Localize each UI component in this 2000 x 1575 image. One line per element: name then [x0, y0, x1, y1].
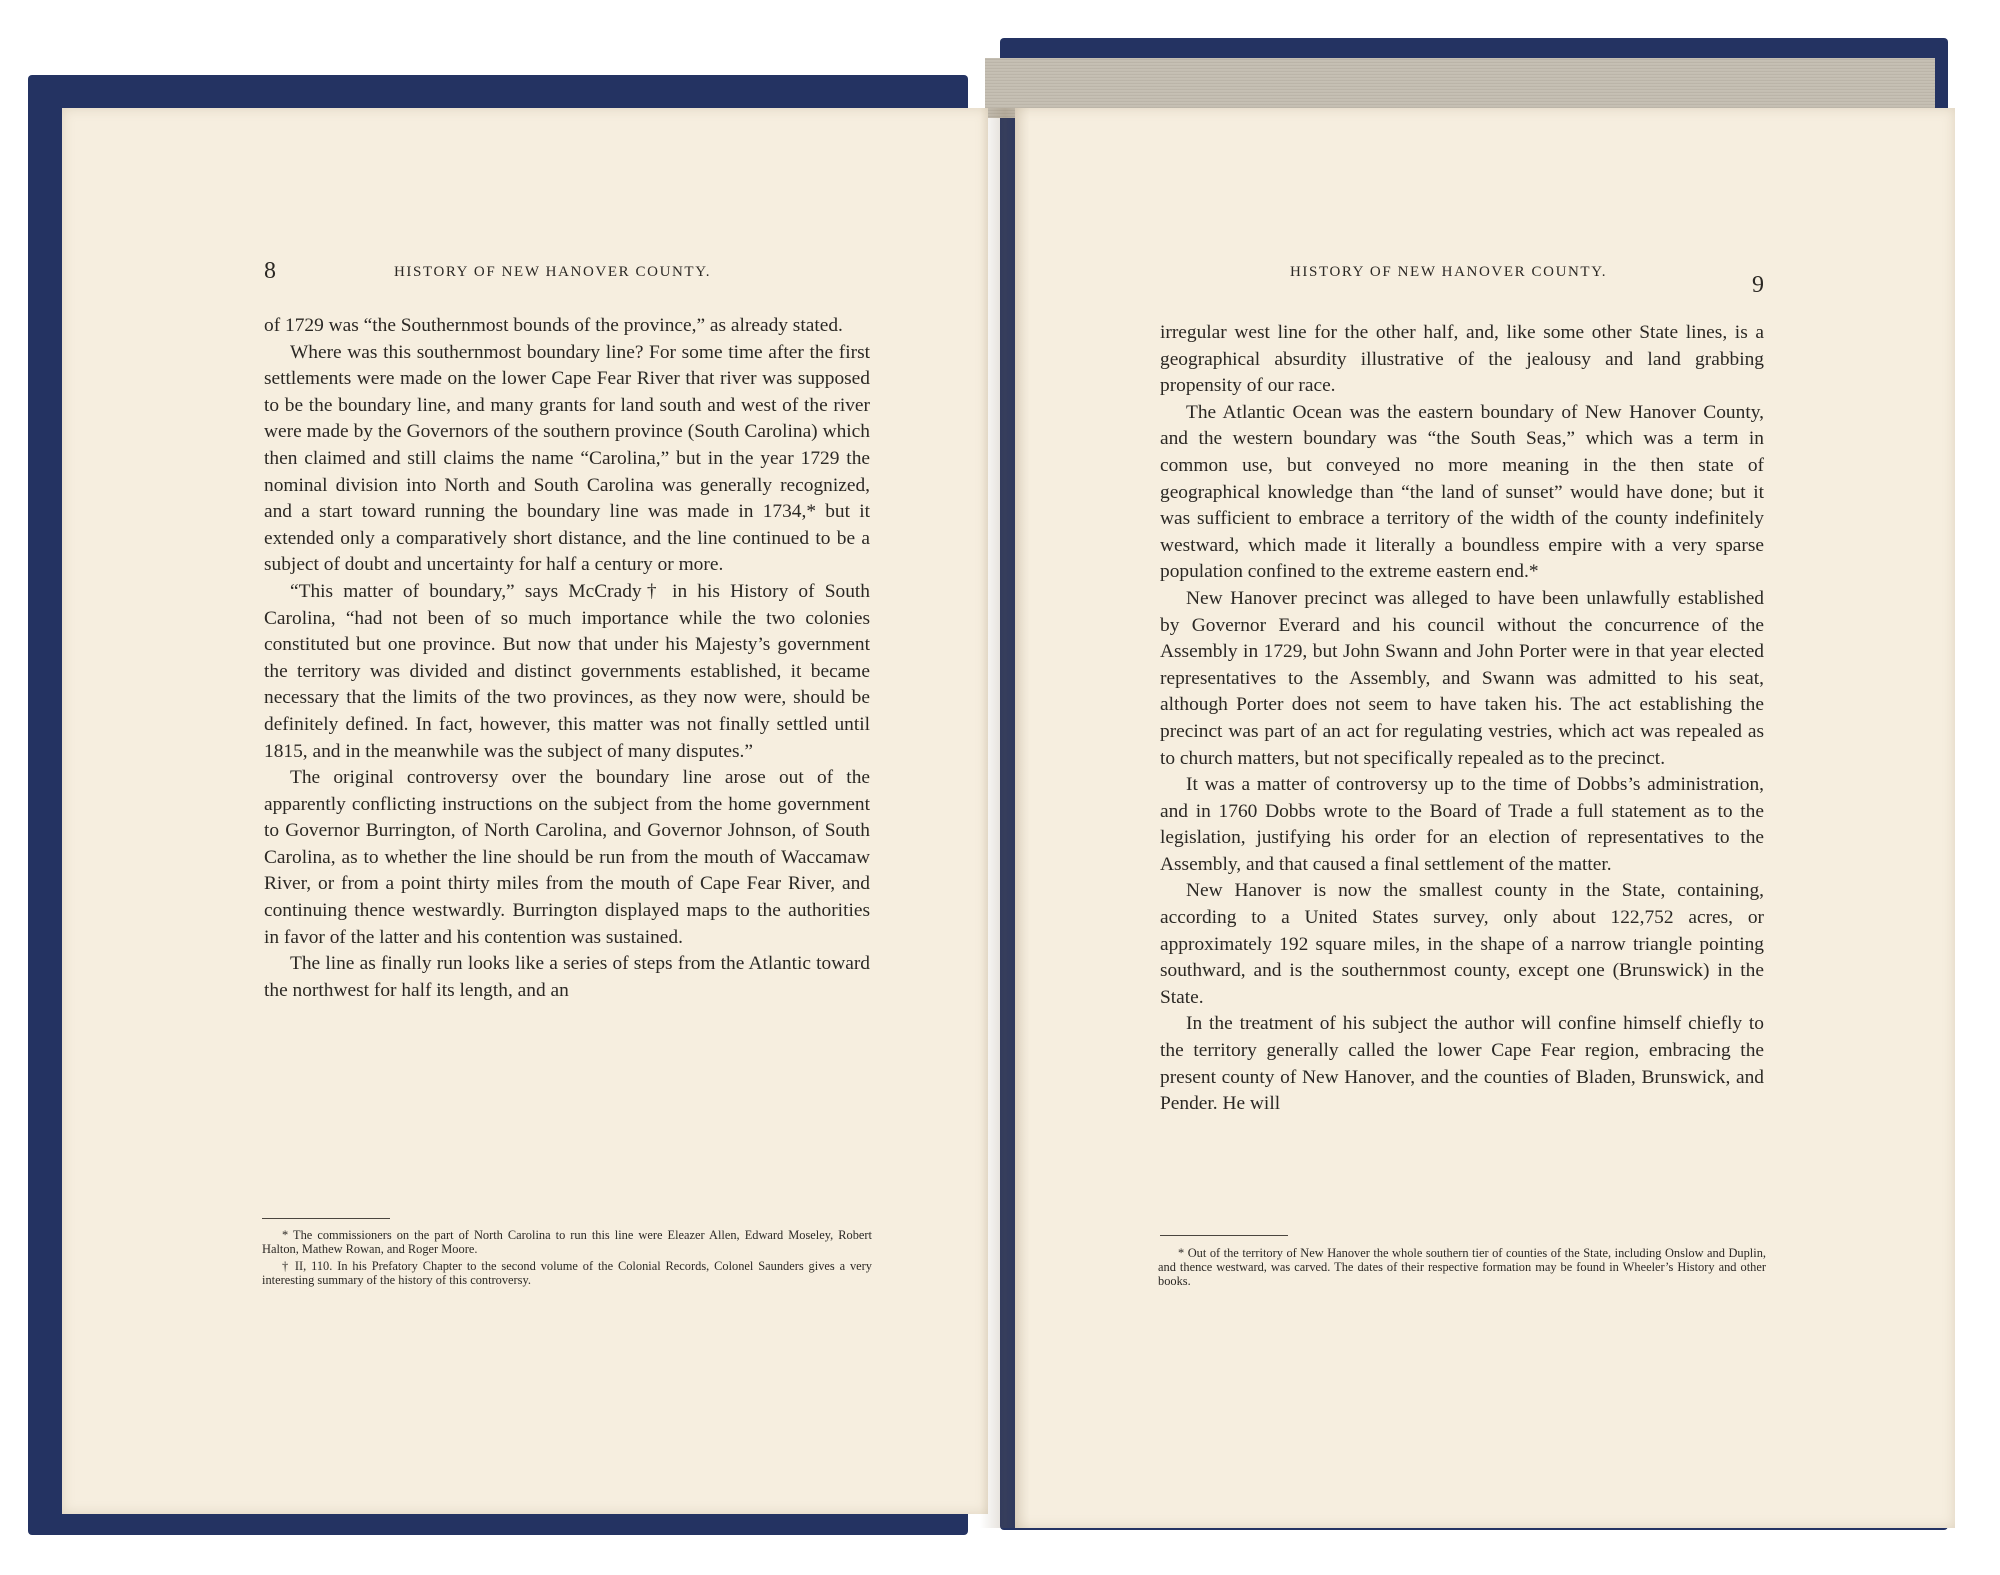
right-paragraph-1: irregular west line for the other half, and, like some other State lines, is a geographical absurdity illustrative of the jealousy and land grabbing propensity of our race.	[1160, 322, 1764, 397]
left-footnote-1: * The commissioners on the part of North Carolina to run this line were Eleazer Allen, Edward Moseley, Robert Halton, Mathew Rowan, and Roger Moore.	[262, 1228, 872, 1256]
right-footnotes	[1158, 1246, 1766, 1291]
right-body	[1160, 320, 1764, 1118]
left-paragraph-1: of 1729 was “the Southernmost bounds of the province,” as already stated.	[264, 315, 843, 336]
left-paragraph-4: The original controversy over the boundary line arose out of the apparently conflicting instructions on the subject from the home government to Governor Burrington, of North Carolina, and Governor Johnson, of South Carolina, as to whether the line should be run from the mouth of Waccamaw River, or from a point thirty miles from the mouth of Cape Fear River, and continuing thence westwardly. Burrington displayed maps to the authorities in favor of the latter and his contention was sustained.	[264, 767, 870, 948]
left-running-header: HISTORY OF NEW HANOVER COUNTY.	[394, 264, 712, 280]
left-footnotes	[262, 1228, 872, 1290]
right-paragraph-4: It was a matter of controversy up to the time of Dobbs’s administration, and in 1760 Dobbs wrote to the Board of Trade a full statement as to the legislation, justifying his order for an election of representatives to the Assembly, and that caused a final settlement of the matter.	[1160, 774, 1764, 875]
left-footnote-rule	[262, 1218, 390, 1219]
left-body	[264, 313, 870, 1004]
left-folio: 8	[264, 258, 276, 284]
left-paragraph-5: The line as finally run looks like a series of steps from the Atlantic toward the northwest for half its length, and an	[264, 953, 870, 1001]
right-paragraph-6: In the treatment of his subject the author will confine himself chiefly to the territory generally called the lower Cape Fear region, embracing the present county of New Hanover, and the counties of Bladen, Brunswick, and Pender. He will	[1160, 1013, 1764, 1115]
right-paragraph-3: New Hanover precinct was alleged to have been unlawfully established by Governor Everard and his council without the concurrence of the Assembly in 1729, but John Swann and John Porter were in that year elected representatives to the Assembly, and Swann was admitted to his seat, although Porter does not seem to have taken his. The act establishing the precinct was part of an act for regulating vestries, which act was repealed as to church matters, but not specifically repealed as to the precinct.	[1160, 587, 1764, 769]
book-gutter	[980, 108, 1030, 1528]
right-paragraph-2: The Atlantic Ocean was the eastern boundary of New Hanover County, and the western boundary was “the South Seas,” which was a term in common use, but conveyed no more meaning in the then state of geographical knowledge than “the land of sunset” would have done; but it was sufficient to embrace a territory of the width of the county indefinitely westward, which made it literally a boundless empire with a very sparse population confined to the extreme eastern end.*	[1160, 401, 1764, 583]
right-running-header: HISTORY OF NEW HANOVER COUNTY.	[1290, 264, 1608, 280]
right-footnote-1: * Out of the territory of New Hanover the whole southern tier of counties of the State, including Onslow and Duplin, and thence westward, was carved. The dates of their respective formation may be found in Wheeler’s History and other books.	[1158, 1246, 1766, 1288]
right-paragraph-5: New Hanover is now the smallest county in the State, containing, according to a United States survey, only about 122,752 acres, or approximately 192 square miles, in the shape of a narrow triangle pointing southward, and is the southernmost county, except one (Brunswick) in the State.	[1160, 880, 1764, 1008]
left-paragraph-2: Where was this southernmost boundary line? For some time after the first settlements were made on the lower Cape Fear River that river was supposed to be the boundary line, and many grants for land south and west of the river were made by the Governors of the southern province (South Carolina) which then claimed and still claims the name “Carolina,” but in the year 1729 the nominal division into North and South Carolina was generally recognized, and a start toward running the boundary line was made in 1734,* but it extended only a comparatively short distance, and the line continued to be a subject of doubt and uncertainty for half a century or more.	[264, 341, 870, 576]
right-footnote-rule	[1160, 1235, 1288, 1236]
right-folio: 9	[1752, 272, 1764, 298]
left-paragraph-3: “This matter of boundary,” says McCrady† in his History of South Carolina, “had not been of so much importance while the two colonies constituted but one province. But now that under his Majesty’s government the territory was divided and distinct governments established, it became necessary that the limits of the two provinces, as they now were, should be definitely defined. In fact, however, this matter was not finally settled until 1815, and in the meanwhile was the subject of many disputes.”	[264, 580, 870, 762]
left-footnote-2: † II, 110. In his Prefatory Chapter to the second volume of the Colonial Records, Colonel Saunders gives a very interesting summary of the history of this controversy.	[262, 1259, 872, 1287]
